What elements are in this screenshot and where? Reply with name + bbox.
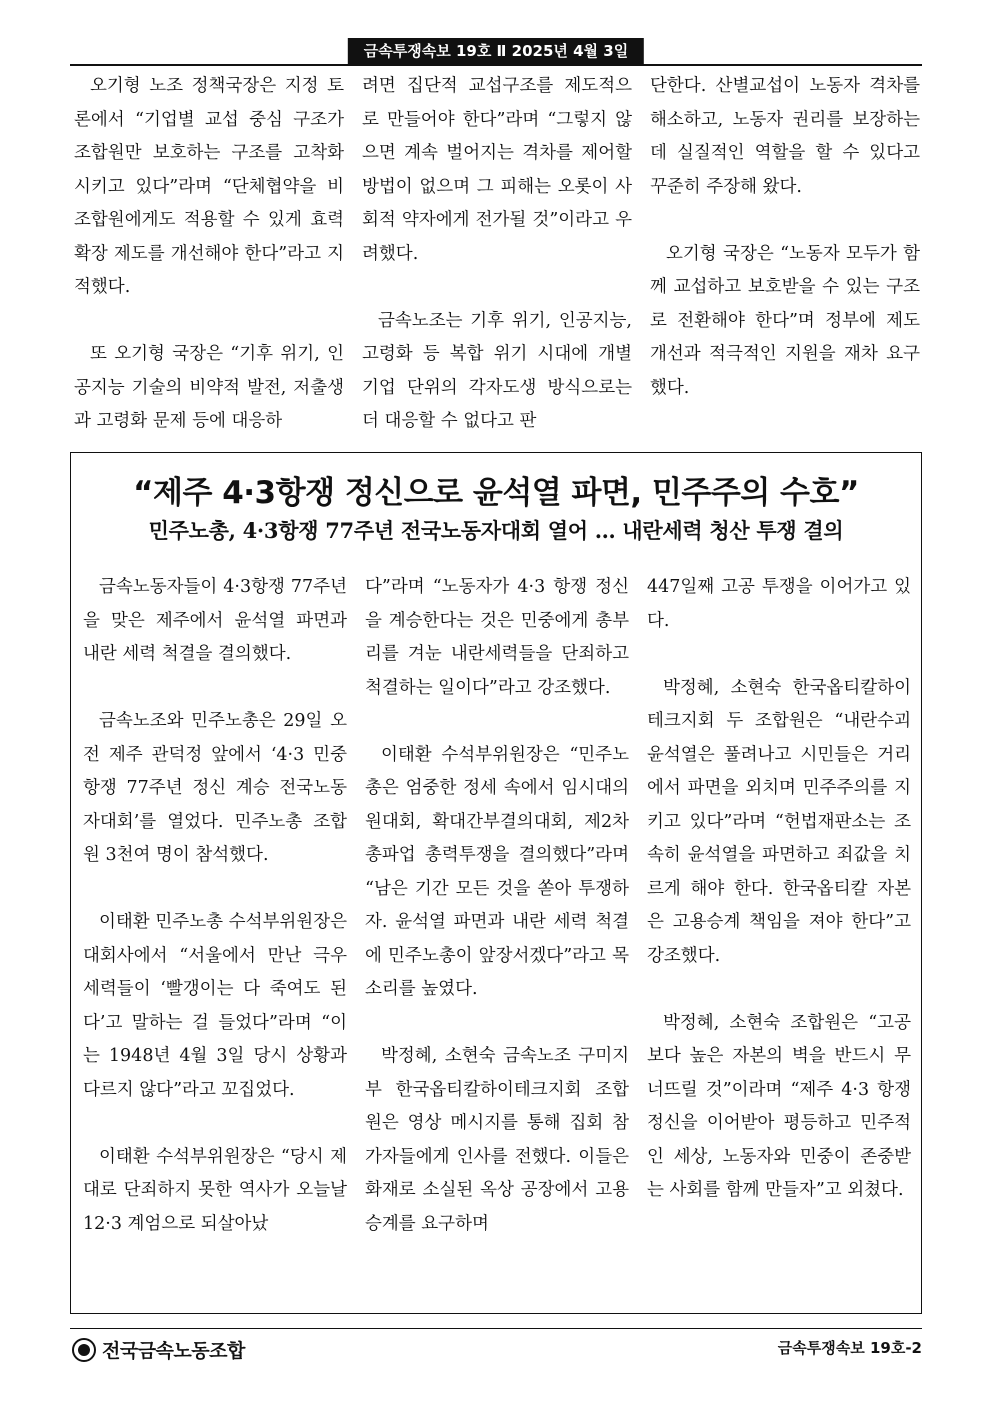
boxed-article-column-1 — [83, 571, 347, 1301]
boxed-article-body — [83, 571, 911, 1301]
footer-logo — [72, 1336, 245, 1363]
paragraph: 금속노조는 기후 위기, 인공지능, 고령화 등 복합 위기 시대에 개별 기업 단위의 각자도생 방식으로는 더 대응할 수 없다고 판 — [362, 310, 632, 431]
header-bar — [70, 38, 922, 66]
paragraph: 또 오기형 국장은 “기후 위기, 인공지능 기술의 비약적 발전, 저출생과 고령화 문제 등에 대응하 — [74, 344, 344, 431]
paragraph: 이태환 수석부위원장은 “민주노총은 엄중한 정세 속에서 임시대의원대회, 확대간부결의대회, 제2차 총파업 총력투쟁을 결의했다”라며 “남은 기간 모든 것을 쏟아 투쟁하자. 윤석열 파면과 내란 세력 척결에 민주노총이 앞장서겠다”라고 목소리를 높였다. — [365, 744, 629, 999]
boxed-article-column-3 — [647, 571, 911, 1301]
article-subheadline: 민주노총, 4·3항쟁 77주년 전국노동자대회 열어 … 내란세력 청산 투쟁 결의 — [148, 518, 844, 543]
paragraph: 447일째 고공 투쟁을 이어가고 있다. — [647, 577, 911, 631]
paragraph: 려면 집단적 교섭구조를 제도적으로 만들어야 한다”라며 “그렇지 않으면 계속 벌어지는 격차를 제어할 방법이 없으며 그 피해는 오롯이 사회적 약자에게 전가될 것”이라고 우려했다. — [362, 76, 632, 264]
top-article-column-1 — [74, 70, 344, 442]
union-emblem-icon — [72, 1338, 96, 1362]
top-article-column-3 — [650, 70, 920, 442]
paragraph: 박정혜, 소현숙 한국옵티칼하이테크지회 두 조합원은 “내란수괴 윤석열은 풀려나고 시민들은 거리에서 파면을 외치며 민주주의를 지키고 있다”라며 “헌법재판소는 조속히 윤석열을 파면하고 죄값을 치르게 해야 한다. 한국옵티칼 자본은 고용승계 책임을 져야 한다”고 강조했다. — [647, 677, 911, 966]
top-article-column-2 — [362, 70, 632, 442]
paragraph: 박정혜, 소현숙 금속노조 구미지부 한국옵티칼하이테크지회 조합원은 영상 메시지를 통해 집회 참가자들에게 인사를 전했다. 이들은 화재로 소실된 옥상 공장에서 고용 승계를 요구하며 — [365, 1046, 629, 1234]
issue-label: 금속투쟁속보 19호 Ⅱ 2025년 4월 3일 — [348, 38, 644, 64]
paragraph: 다”라며 “노동자가 4·3 항쟁 정신을 계승한다는 것은 민중에게 총부리를 겨눈 내란세력들을 단죄하고 척결하는 일이다”라고 강조했다. — [365, 577, 629, 698]
footer-divider — [70, 1328, 922, 1329]
paragraph: 박정혜, 소현숙 조합원은 “고공보다 높은 자본의 벽을 반드시 무너뜨릴 것”이라며 “제주 4·3 항쟁 정신을 이어받아 평등하고 민주적인 세상, 노동자와 민중이 존중받는 사회를 함께 만들자”고 외쳤다. — [647, 1012, 911, 1200]
paragraph: 이태환 민주노총 수석부위원장은 대회사에서 “서울에서 만난 극우 세력들이 ‘빨갱이는 다 죽여도 된다’고 말하는 걸 들었다”라며 “이는 1948년 4월 3일 당시 상황과 다르지 않다”라고 꼬집었다. — [83, 912, 347, 1100]
paragraph: 금속노동자들이 4·3항쟁 77주년을 맞은 제주에서 윤석열 파면과 내란 세력 척결을 결의했다. — [83, 577, 347, 664]
paragraph: 오기형 국장은 “노동자 모두가 함께 교섭하고 보호받을 수 있는 구조로 전환해야 한다”며 정부에 제도 개선과 적극적인 지원을 재차 요구했다. — [650, 243, 920, 398]
paragraph: 금속노조와 민주노총은 29일 오전 제주 관덕정 앞에서 ‘4·3 민중항쟁 77주년 정신 계승 전국노동자대회’를 열었다. 민주노총 조합원 3천여 명이 참석했다. — [83, 711, 347, 865]
page-number-label: 금속투쟁속보 19호-2 — [777, 1339, 922, 1357]
boxed-article-column-2 — [365, 571, 629, 1301]
article-headline: “제주 4·3항쟁 정신으로 윤석열 파면, 민주주의 수호” — [133, 475, 859, 511]
boxed-article — [70, 452, 922, 1314]
paragraph: 단한다. 산별교섭이 노동자 격차를 해소하고, 노동자 권리를 보장하는 데 실질적인 역할을 할 수 있다고 꾸준히 주장해 왔다. — [650, 76, 920, 197]
paragraph: 오기형 노조 정책국장은 지정 토론에서 “기업별 교섭 중심 구조가 조합원만 보호하는 구조를 고착화시키고 있다”라며 “단체협약을 비조합원에게도 적용할 수 있게 효력확장 제도를 개선해야 한다”라고 지적했다. — [74, 76, 344, 297]
paragraph: 이태환 수석부위원장은 “당시 제대로 단죄하지 못한 역사가 오늘날 12·3 계엄으로 되살아났 — [83, 1146, 347, 1234]
union-name: 전국금속노동조합 — [102, 1340, 245, 1362]
top-article — [74, 70, 920, 442]
